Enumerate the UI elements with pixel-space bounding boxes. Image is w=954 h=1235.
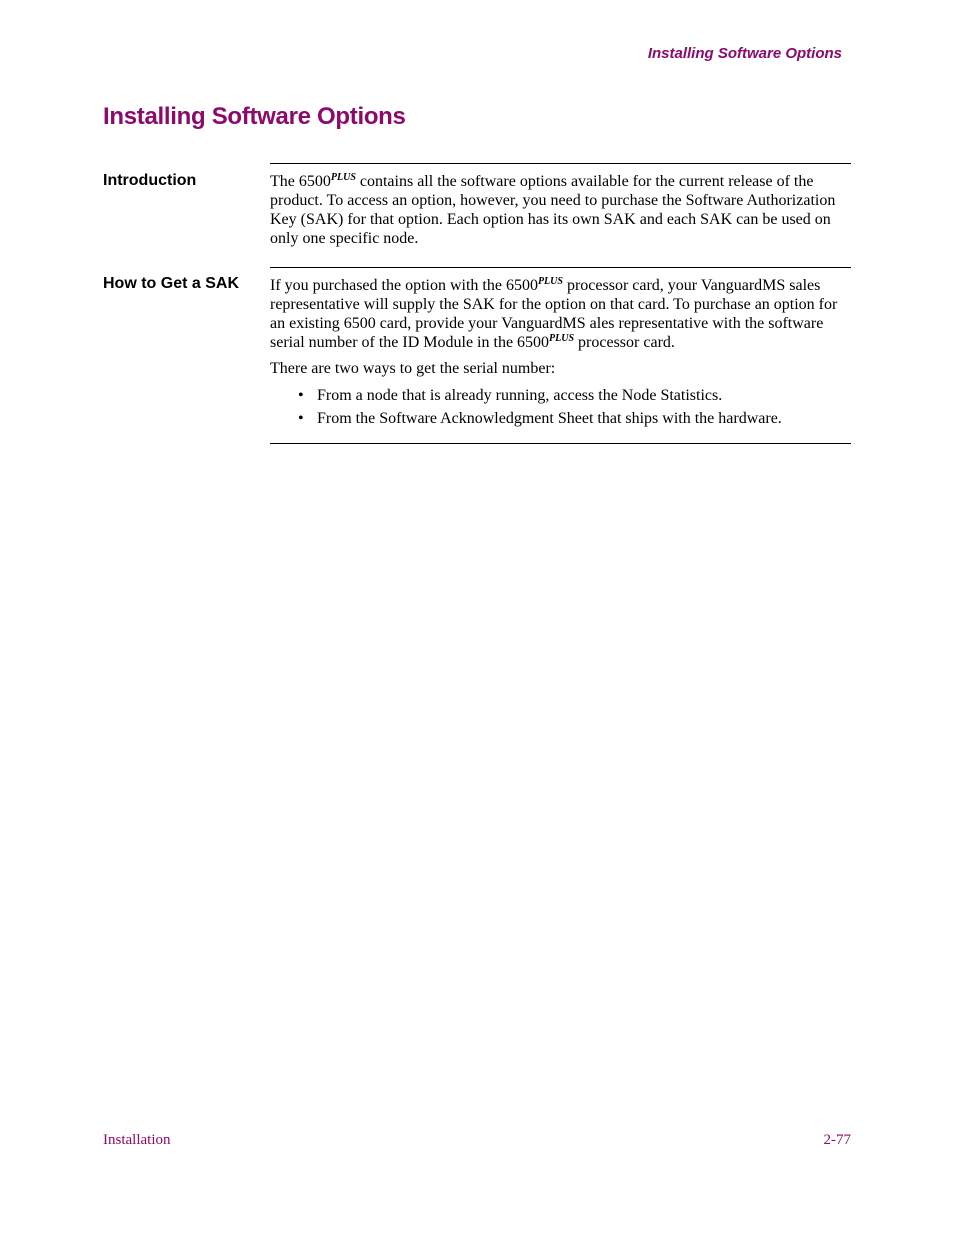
plus-superscript: PLUS: [330, 172, 356, 183]
footer-page-number: 2-77: [823, 1132, 851, 1148]
bullet-icon: •: [298, 387, 304, 404]
plus-superscript: PLUS: [549, 333, 575, 344]
section-label-how-to-get-sak: How to Get a SAK: [103, 275, 240, 292]
text-segment: processor card.: [574, 334, 675, 351]
sak-paragraph: [270, 276, 851, 352]
list-item: [270, 409, 851, 428]
text-segment: The 6500: [270, 173, 331, 190]
text-segment: processor card, your VanguardMS sales representative will supply the SAK for the option on that card. To purchase an option for an existing 6500 card, provide your VanguardMS ales representative with the software serial number of the ID Module in the 6500: [270, 277, 838, 351]
introduction-paragraph: [270, 172, 851, 248]
section-body-how-to-get-sak: [270, 267, 851, 432]
text-segment: If you purchased the option with the 6500: [270, 277, 538, 294]
list-item-text: From a node that is already running, access the Node Statistics.: [317, 387, 723, 404]
section-body-introduction: [270, 163, 851, 248]
footer-chapter: Installation: [103, 1132, 171, 1148]
list-item-text: From the Software Acknowledgment Sheet that ships with the hardware.: [317, 410, 782, 427]
section-end-divider: [270, 443, 851, 444]
plus-superscript: PLUS: [537, 276, 563, 287]
text-segment: contains all the software options available for the current release of the product. To access an option, however, you need to purchase the Software Authorization Key (SAK) for that option. Each option has its own SAK and each SAK can be used on only one specific node.: [270, 173, 836, 247]
serial-number-methods-list: [270, 386, 851, 428]
page-title: Installing Software Options: [103, 103, 406, 130]
section-label-introduction: Introduction: [103, 172, 197, 189]
serial-number-intro: There are two ways to get the serial number:: [270, 360, 556, 377]
list-item: [270, 386, 851, 405]
bullet-icon: •: [298, 410, 304, 427]
running-header: Installing Software Options: [647, 45, 842, 62]
